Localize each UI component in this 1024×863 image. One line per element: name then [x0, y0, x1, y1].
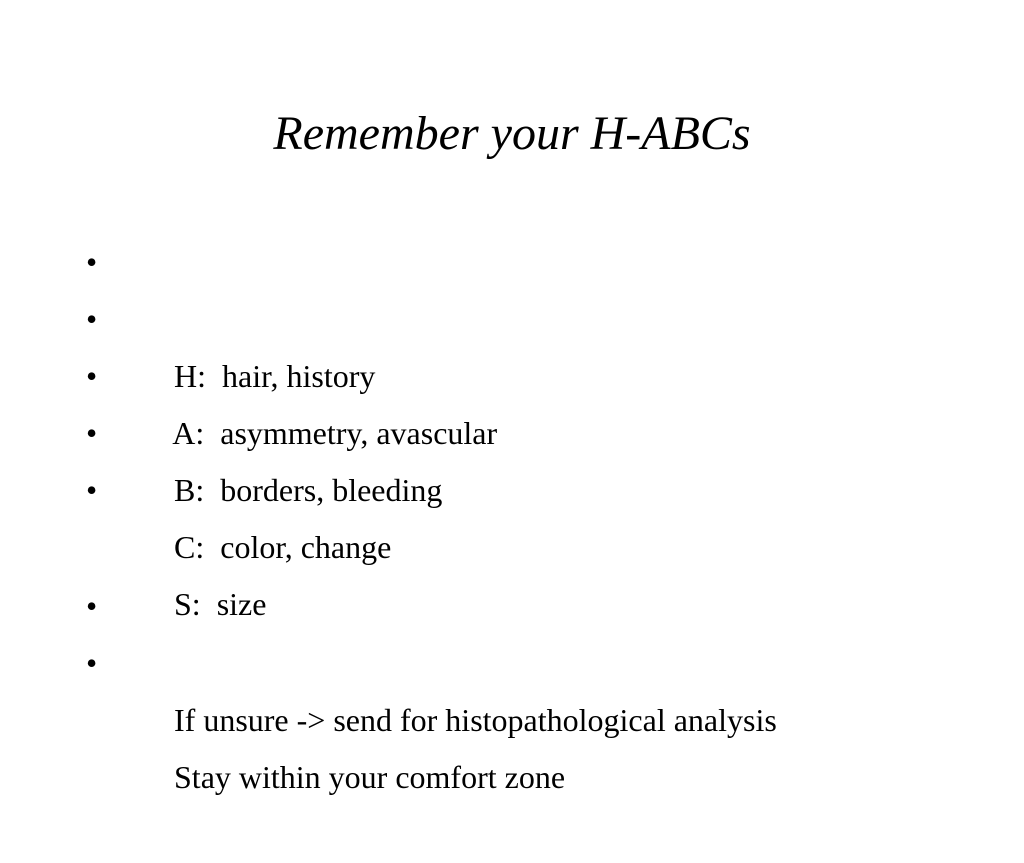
bullet-icon: • — [86, 415, 98, 451]
bullet-icon: • — [86, 472, 98, 508]
bullet-item-unsure — [86, 578, 986, 738]
bullet-text: A: asymmetry, avascular — [172, 415, 498, 451]
bullet-text: B: borders, bleeding — [174, 472, 443, 508]
bullet-list — [86, 234, 986, 795]
bullet-icon: • — [86, 244, 98, 280]
bullet-text: S: size — [174, 586, 267, 622]
bullet-icon: • — [86, 588, 98, 624]
bullet-icon: • — [86, 301, 98, 337]
bullet-text: If unsure -> send for histopathological analysis — [174, 702, 777, 738]
slide-title: Remember your H-ABCs — [273, 107, 751, 160]
bullet-icon: • — [86, 358, 98, 394]
bullet-icon: • — [86, 645, 98, 681]
bullet-text: C: color, change — [174, 529, 392, 565]
bullet-text: Stay within your comfort zone — [174, 759, 566, 795]
bullet-text: H: hair, history — [174, 358, 376, 394]
bullet-item-h — [86, 234, 986, 394]
